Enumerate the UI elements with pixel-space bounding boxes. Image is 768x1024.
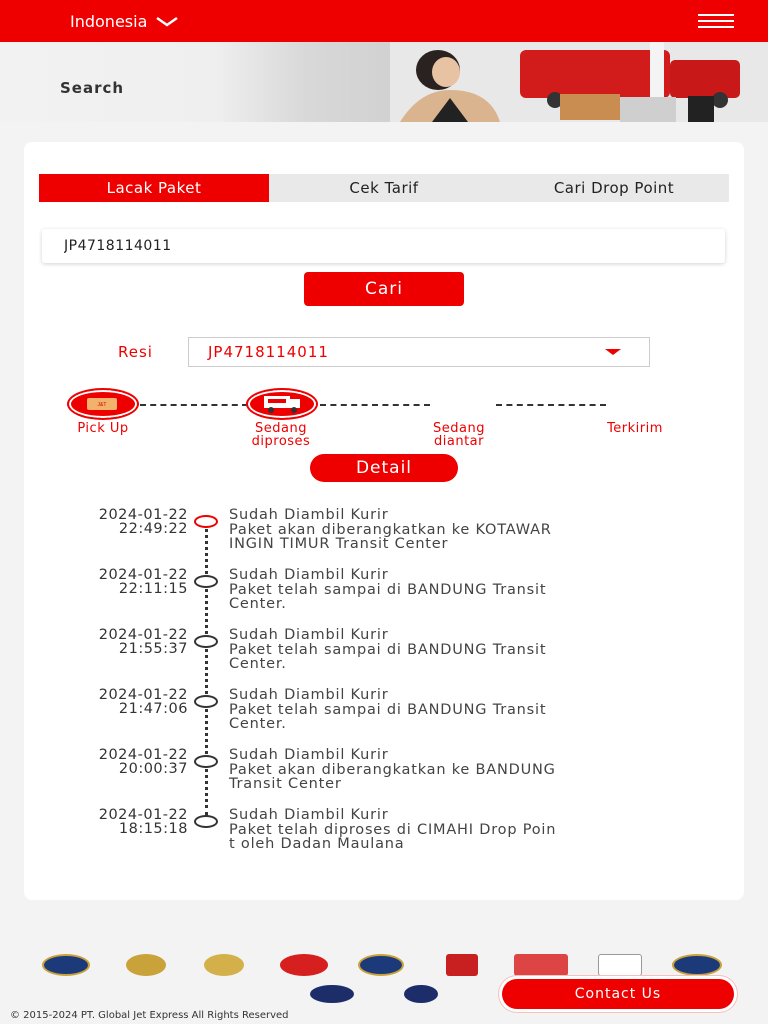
resi-select[interactable] bbox=[188, 337, 650, 367]
award-badge-icon bbox=[672, 954, 722, 976]
tracking-number-input[interactable] bbox=[42, 229, 725, 263]
award-badge-icon bbox=[598, 954, 642, 976]
timeline-dot bbox=[194, 635, 218, 648]
timeline-dot bbox=[194, 755, 218, 768]
menu-icon[interactable] bbox=[698, 14, 734, 28]
step-label-diantar: Sedang diantar bbox=[433, 421, 485, 449]
award-badge-icon bbox=[204, 954, 244, 976]
progress-steps bbox=[24, 386, 744, 456]
truck-step-icon bbox=[246, 388, 318, 420]
svg-text:J&T: J&T bbox=[97, 402, 107, 408]
timeline-item bbox=[24, 688, 744, 748]
tab-bar bbox=[39, 174, 729, 202]
country-label: Indonesia bbox=[70, 12, 148, 31]
search-button[interactable]: Cari bbox=[304, 272, 464, 306]
caret-down-icon bbox=[605, 349, 621, 355]
timeline-datetime: 2024-01-22 22:49:22 bbox=[98, 507, 188, 537]
step-label-terkirim: Terkirim bbox=[607, 421, 663, 436]
tab-cari-drop-point[interactable]: Cari Drop Point bbox=[553, 179, 675, 197]
timeline-dot bbox=[194, 695, 218, 708]
timeline-dot bbox=[194, 575, 218, 588]
step-connector bbox=[320, 404, 430, 406]
hero-banner bbox=[0, 42, 768, 122]
timeline-text: Sudah Diambil Kurir Paket telah diproses di CIMAHI Drop Poin t oleh Dadan Maulana bbox=[229, 807, 557, 852]
resi-label: Resi bbox=[118, 343, 153, 361]
timeline-datetime: 2024-01-22 21:55:37 bbox=[98, 627, 188, 657]
timeline-item bbox=[24, 568, 744, 628]
timeline-datetime: 2024-01-22 20:00:37 bbox=[98, 747, 188, 777]
resi-selected-value: JP4718114011 bbox=[208, 343, 329, 361]
tab-cek-tarif[interactable]: Cek Tarif bbox=[349, 179, 419, 197]
award-badge-icon bbox=[358, 954, 404, 976]
timeline-item bbox=[24, 748, 744, 808]
step-label-diproses: Sedang diproses bbox=[251, 421, 311, 449]
timeline-item bbox=[24, 628, 744, 688]
timeline-item bbox=[24, 508, 744, 568]
award-badge-icon bbox=[446, 954, 478, 976]
award-badge-icon bbox=[514, 954, 568, 976]
step-connector bbox=[496, 404, 606, 406]
award-badge-icon bbox=[126, 954, 166, 976]
timeline-text: Sudah Diambil Kurir Paket akan diberangkatkan ke BANDUNG Transit Center bbox=[229, 747, 556, 792]
award-badge-icon bbox=[42, 954, 90, 976]
certification-badge-icon bbox=[310, 985, 354, 1003]
country-selector[interactable] bbox=[70, 12, 179, 31]
timeline-text: Sudah Diambil Kurir Paket telah sampai di BANDUNG Transit Center. bbox=[229, 687, 547, 732]
timeline-datetime: 2024-01-22 21:47:06 bbox=[98, 687, 188, 717]
award-badge-icon bbox=[280, 954, 328, 976]
timeline-dot bbox=[194, 515, 218, 528]
timeline-text: Sudah Diambil Kurir Paket akan diberangkatkan ke KOTAWAR INGIN TIMUR Transit Center bbox=[229, 507, 552, 552]
step-label-pickup: Pick Up bbox=[77, 421, 129, 436]
award-badges bbox=[0, 950, 768, 980]
top-navbar bbox=[0, 0, 768, 42]
copyright-text: © 2015-2024 PT. Global Jet Express All Rights Reserved bbox=[10, 1010, 289, 1021]
tracking-card bbox=[24, 142, 744, 900]
contact-us-button[interactable]: Contact Us bbox=[502, 979, 734, 1009]
certification-badge-icon bbox=[404, 985, 438, 1003]
chevron-down-icon bbox=[155, 16, 179, 28]
timeline-datetime: 2024-01-22 22:11:15 bbox=[98, 567, 188, 597]
page-title: Search bbox=[60, 79, 125, 97]
timeline-item bbox=[24, 808, 744, 868]
timeline-text: Sudah Diambil Kurir Paket telah sampai di BANDUNG Transit Center. bbox=[229, 567, 547, 612]
detail-button[interactable]: Detail bbox=[310, 454, 458, 482]
tab-lacak-paket[interactable]: Lacak Paket bbox=[39, 174, 269, 202]
pickup-step-icon bbox=[67, 388, 139, 420]
step-connector bbox=[140, 404, 248, 406]
timeline-dot bbox=[194, 815, 218, 828]
timeline-text: Sudah Diambil Kurir Paket telah sampai di BANDUNG Transit Center. bbox=[229, 627, 547, 672]
timeline-datetime: 2024-01-22 18:15:18 bbox=[98, 807, 188, 837]
